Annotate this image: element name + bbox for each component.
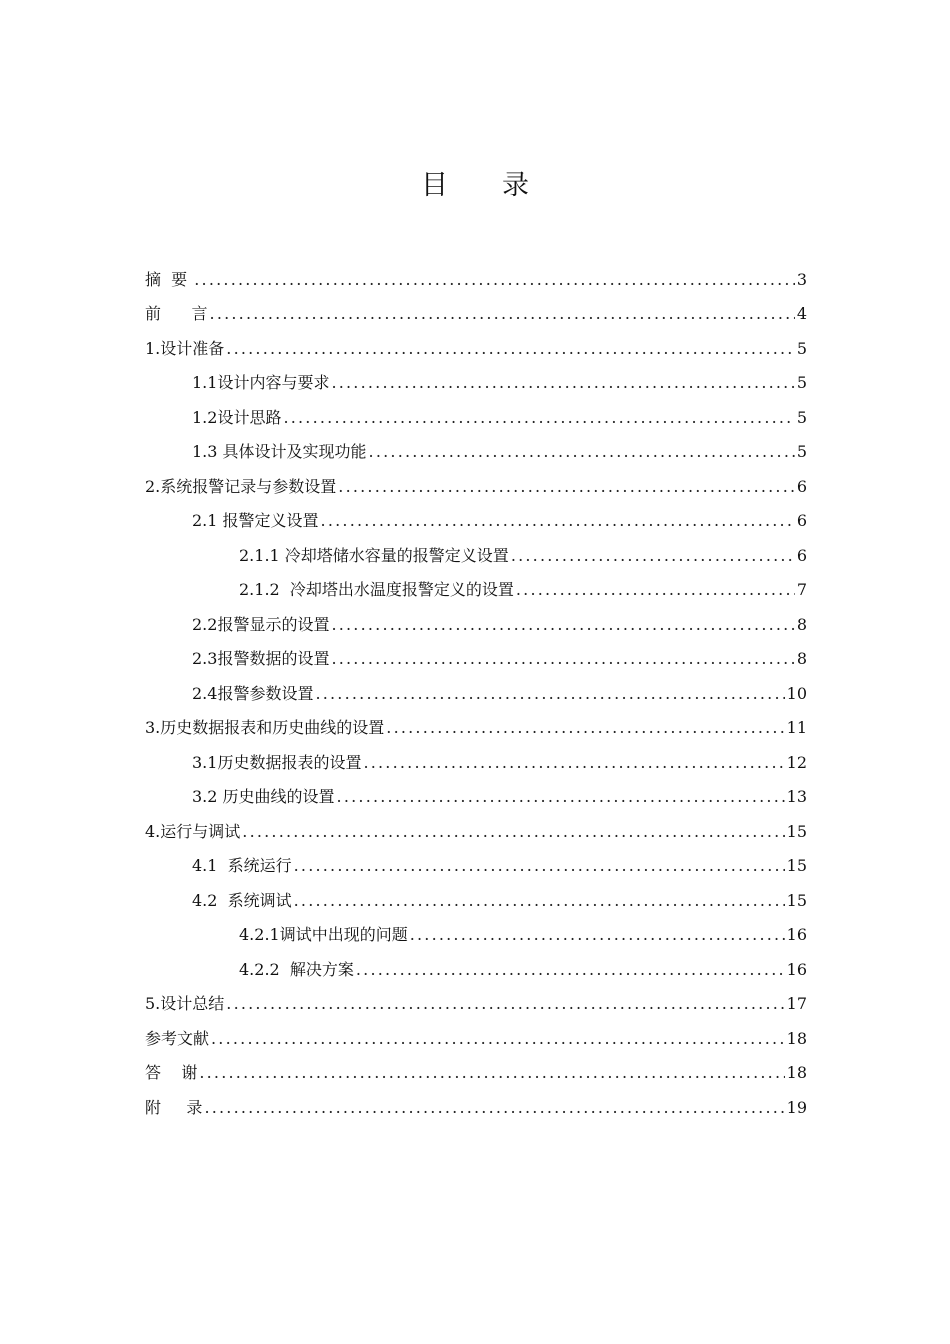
toc-page-number: 13 [786, 787, 807, 806]
toc-entry[interactable] [145, 567, 807, 602]
toc-dot-leader [369, 441, 795, 463]
table-of-contents [145, 256, 807, 1119]
toc-entry-title: 4.2.1调试中出现的问题 [239, 925, 408, 944]
toc-entry[interactable] [145, 325, 807, 360]
toc-entry[interactable] [145, 498, 807, 533]
toc-page-number: 8 [796, 614, 807, 634]
toc-entry[interactable] [145, 774, 807, 809]
toc-dot-leader [331, 372, 794, 394]
toc-dot-leader [331, 614, 794, 636]
toc-entry[interactable] [145, 843, 807, 878]
toc-page-number: 15 [786, 856, 807, 875]
toc-page-number: 5 [796, 338, 807, 358]
toc-entry[interactable] [145, 739, 807, 774]
toc-entry-title: 4.2.2 解决方案 [239, 959, 354, 979]
toc-dot-leader [226, 338, 795, 360]
toc-entry[interactable] [145, 1050, 807, 1085]
toc-page-number: 18 [786, 1028, 807, 1048]
toc-entry-title: 2.系统报警记录与参数设置 [145, 476, 337, 496]
toc-entry-title: 4.2 系统调试 [192, 890, 292, 910]
toc-dot-leader [337, 786, 785, 808]
toc-dot-leader [211, 1028, 785, 1050]
toc-entry-title: 1.设计准备 [145, 338, 225, 358]
toc-entry-title: 参考文献 [145, 1028, 210, 1048]
toc-entry[interactable] [145, 981, 807, 1016]
toc-entry[interactable] [145, 912, 807, 947]
toc-dot-leader [294, 855, 785, 877]
toc-entry-title: 2.3报警数据的设置 [192, 649, 330, 668]
toc-entry-title: 3.2 历史曲线的设置 [192, 787, 335, 806]
toc-entry-title: 3.历史数据报表和历史曲线的设置 [145, 718, 385, 737]
toc-entry-title: 摘 要 [145, 269, 193, 289]
toc-entry[interactable] [145, 808, 807, 843]
toc-page-number: 6 [796, 476, 807, 496]
toc-page-number: 6 [796, 511, 807, 530]
toc-dot-leader [338, 476, 795, 498]
toc-page-number: 10 [786, 683, 807, 703]
toc-page-number: 15 [786, 890, 807, 910]
toc-page-number: 4 [796, 304, 807, 323]
toc-page-number: 5 [796, 442, 807, 461]
toc-dot-leader [315, 683, 784, 705]
toc-dot-leader [321, 510, 795, 532]
toc-page-number: 19 [786, 1097, 807, 1117]
toc-page-number: 12 [786, 752, 807, 772]
toc-dot-leader [242, 821, 784, 843]
toc-page-number: 16 [786, 925, 807, 944]
toc-dot-leader [204, 1097, 784, 1119]
toc-page-number: 11 [786, 718, 807, 737]
toc-entry-title: 3.1历史数据报表的设置 [192, 752, 362, 772]
toc-dot-leader [331, 648, 794, 670]
toc-page-number: 15 [786, 821, 807, 841]
toc-entry-title: 1.1设计内容与要求 [192, 373, 330, 392]
toc-entry-title: 5.设计总结 [145, 994, 225, 1013]
toc-entry[interactable] [145, 1015, 807, 1050]
toc-dot-leader [194, 269, 795, 291]
toc-dot-leader [283, 407, 794, 429]
toc-dot-leader [363, 752, 784, 774]
toc-dot-leader [294, 890, 785, 912]
page-title: 目 录 [421, 170, 529, 201]
toc-entry[interactable] [145, 256, 807, 291]
toc-entry-title: 4.1 系统运行 [192, 856, 292, 875]
toc-page-number: 8 [796, 649, 807, 668]
toc-entry[interactable] [145, 1084, 807, 1119]
toc-page-number: 7 [796, 580, 807, 599]
toc-page-number: 17 [786, 994, 807, 1013]
toc-dot-leader [511, 545, 795, 567]
toc-dot-leader [386, 717, 784, 739]
toc-dot-leader [410, 924, 785, 946]
toc-entry[interactable] [145, 877, 807, 912]
toc-page-number: 3 [796, 269, 807, 289]
toc-entry-title: 2.4报警参数设置 [192, 683, 314, 703]
toc-page-number: 6 [796, 545, 807, 565]
toc-entry-title: 答 谢 [145, 1063, 198, 1082]
toc-entry[interactable] [145, 463, 807, 498]
toc-entry-title: 附 录 [145, 1097, 203, 1117]
toc-entry-title: 2.1 报警定义设置 [192, 511, 319, 530]
toc-entry[interactable] [145, 601, 807, 636]
toc-entry[interactable] [145, 394, 807, 429]
toc-entry[interactable] [145, 705, 807, 740]
toc-entry[interactable] [145, 360, 807, 395]
toc-entry-title: 2.2报警显示的设置 [192, 614, 330, 634]
toc-page-number: 16 [786, 959, 807, 979]
toc-entry-title: 前 言 [145, 304, 208, 323]
toc-dot-leader [516, 579, 795, 601]
toc-entry[interactable] [145, 429, 807, 464]
toc-entry-title: 1.2设计思路 [192, 407, 282, 427]
toc-entry-title: 2.1.1 冷却塔储水容量的报警定义设置 [239, 545, 509, 565]
toc-page-number: 5 [796, 373, 807, 392]
toc-entry-title: 1.3 具体设计及实现功能 [192, 442, 367, 461]
toc-entry[interactable] [145, 291, 807, 326]
toc-entry-title: 4.运行与调试 [145, 821, 241, 841]
toc-entry[interactable] [145, 946, 807, 981]
toc-page-number: 18 [786, 1063, 807, 1082]
toc-entry[interactable] [145, 670, 807, 705]
toc-page-number: 5 [796, 407, 807, 427]
toc-dot-leader [356, 959, 785, 981]
toc-entry[interactable] [145, 532, 807, 567]
toc-entry-title: 2.1.2 冷却塔出水温度报警定义的设置 [239, 580, 514, 599]
toc-dot-leader [199, 1062, 784, 1084]
toc-dot-leader [226, 993, 784, 1015]
toc-entry[interactable] [145, 636, 807, 671]
toc-dot-leader [210, 303, 795, 325]
